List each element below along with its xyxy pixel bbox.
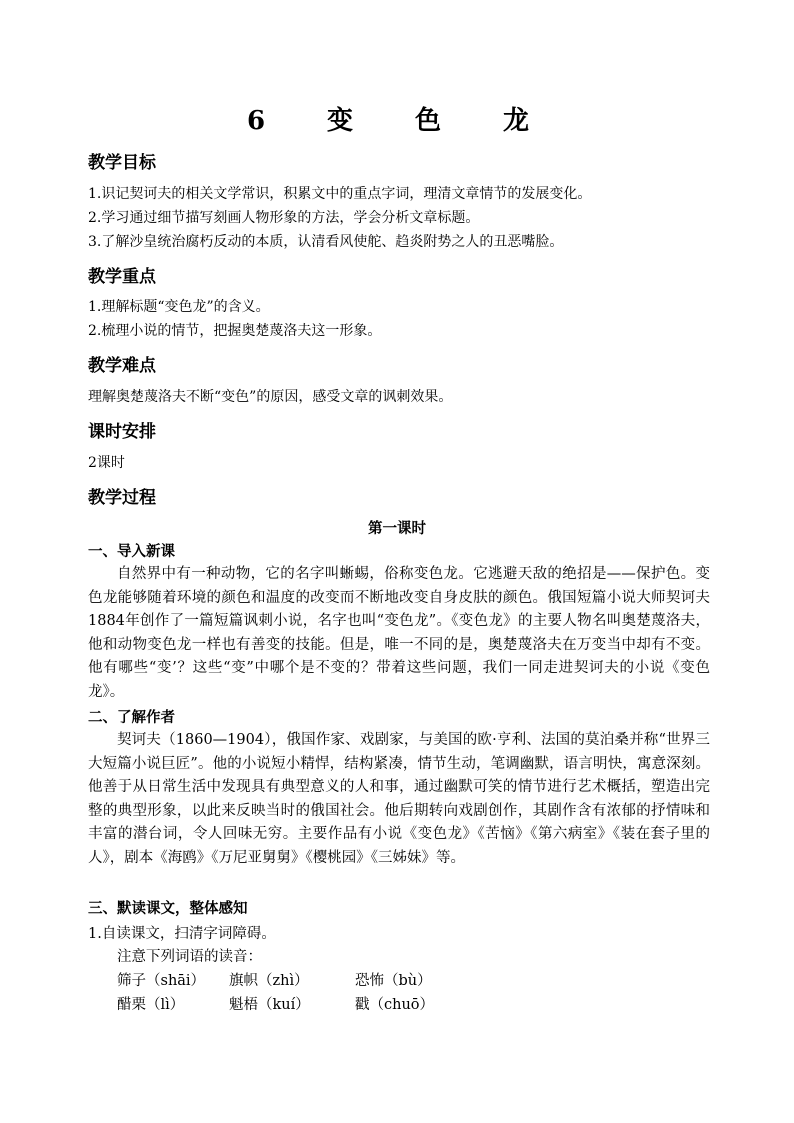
word-pronunciation: 醋栗（lì） <box>117 997 185 1013</box>
schedule-text: 2课时 <box>88 455 125 471</box>
word-pronunciation: 旗帜（zhì） <box>229 973 309 989</box>
pronunciation-note: 注意下列词语的读音： <box>117 949 262 965</box>
difficulties-text: 理解奥楚蔑洛夫不断“变色”的原因，感受文章的讽刺效果。 <box>88 389 453 405</box>
key-point-item-2: 2.梳理小说的情节，把握奥楚蔑洛夫这一形象。 <box>88 323 382 339</box>
process-heading: 教学过程 <box>88 488 156 508</box>
section-heading-reading: 三、默读课文，整体感知 <box>88 901 248 917</box>
section-author-text: 契诃夫（1860—1904），俄国作家、戏剧家，与美国的欧·亨利、法国的莫泊桑并称“世界三大短篇小说巨匠”。他的小说短小精悍，结构紧凑，情节生动，笔调幽默，语言明快，寓意深刻。他善于从日常生活中发现具有典型意义的人和事，通过幽默可笑的情节进行艺术概括，塑造出完整的典型形象，以此来反映当时的俄国社会。他后期转向戏剧创作，其剧作含有浓郁的抒情味和丰富的潜台词，令人回味无穷。主要作品有小说《变色龙》《苦恼》《第六病室》《装在套子里的人》，剧本《海鸥》《万尼亚舅舅》《樱桃园》《三姊妹》等。 <box>88 732 710 866</box>
section-heading-author: 二、了解作者 <box>88 710 175 726</box>
objectives-heading: 教学目标 <box>88 153 156 173</box>
page-title: 6 变 色 龙 <box>246 106 548 136</box>
key-point-item-1: 1.理解标题“变色龙”的含义。 <box>88 299 270 315</box>
objective-item-3: 3.了解沙皇统治腐朽反动的本质，认清看风使舵、趋炎附势之人的丑恶嘴脸。 <box>88 234 564 250</box>
word-pronunciation: 戳（chuō） <box>355 997 435 1013</box>
lesson-title: 第一课时 <box>368 521 426 537</box>
section-intro-text: 自然界中有一种动物，它的名字叫蜥蜴，俗称变色龙。它逃避天敌的绝招是——保护色。变色龙能够随着环境的颜色和温度的改变而不断地改变自身皮肤的颜色。俄国短篇小说大师契诃夫1884年创作了一篇短篇讽刺小说，名字也叫“变色龙”。《变色龙》的主要人物名叫奥楚蔑洛夫，他和动物变色龙一样也有善变的技能。但是，唯一不同的是，奥楚蔑洛夫在万变当中却有不变。他有哪些“变’？这些“变”中哪个是不变的？带着这些问题，我们一同走进契诃夫的小说《变色龙》。 <box>88 566 710 700</box>
word-pronunciation: 恐怖（bù） <box>355 973 432 989</box>
objective-item-2: 2.学习通过细节描写刻画人物形象的方法，学会分析文章标题。 <box>88 210 480 226</box>
objective-item-1: 1.识记契诃夫的相关文学常识，积累文中的重点字词，理清文章情节的发展变化。 <box>88 186 592 202</box>
key-points-heading: 教学重点 <box>88 267 156 287</box>
section-heading-intro: 一、导入新课 <box>88 544 175 560</box>
schedule-heading: 课时安排 <box>88 422 156 442</box>
reading-step-1: 1.自读课文，扫清字词障碍。 <box>88 926 276 942</box>
difficulties-heading: 教学难点 <box>88 356 156 376</box>
word-pronunciation: 筛子（shāi） <box>117 973 206 989</box>
word-pronunciation: 魁梧（kuí） <box>229 997 310 1013</box>
